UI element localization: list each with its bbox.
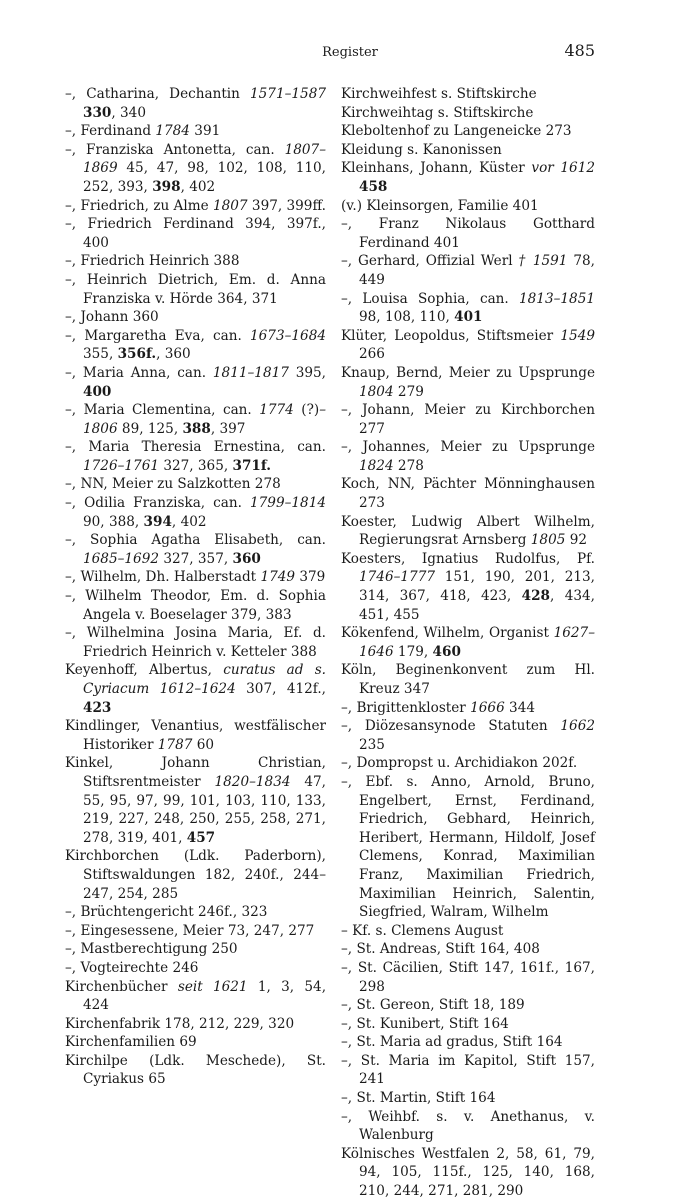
index-entry: Kleidung s. Kanonissen xyxy=(341,141,502,158)
index-entry: –, Maria Clementina, can. 1774 (?)–1806 89, 125, 388, 397 xyxy=(65,402,327,437)
index-entry: –, Friedrich, zu Alme 1807 397, 399ff. xyxy=(65,197,326,214)
index-entry: Kleboltenhof zu Langeneicke 273 xyxy=(341,123,572,140)
index-entry: Kirchborchen (Ldk. Paderborn), Stiftswaldungen 182, 240f., 244–247, 254, 285 xyxy=(65,848,326,902)
index-entry: –, Ferdinand 1784 391 xyxy=(65,123,221,140)
index-entry: –, Sophia Agatha Elisabeth, can. 1685–1692 327, 357, 360 xyxy=(65,532,326,567)
index-entry: Kirchilpe (Ldk. Meschede), St. Cyriakus 65 xyxy=(65,1052,326,1088)
index-entry: –, St. Cäcilien, Stift 147, 161f., 167, 298 xyxy=(341,959,595,995)
index-entry: Koesters, Ignatius Rudolfus, Pf. 1746–1777 151, 190, 201, 213, 314, 367, 418, 423, 428, 434, 451, 455 xyxy=(341,550,595,623)
index-entry: Kirchweihtag s. Stiftskirche xyxy=(341,104,534,121)
index-entry: –, Maria Theresia Ernestina, can. 1726–1761 327, 365, 371f. xyxy=(65,439,326,474)
index-entry: Klüter, Leopoldus, Stiftsmeier 1549 266 xyxy=(341,327,595,363)
index-entry: –, Johann, Meier zu Kirchborchen 277 xyxy=(341,402,595,437)
index-entry: Kleinhans, Johann, Küster vor 1612 458 xyxy=(341,160,596,195)
index-entry: –, St. Martin, Stift 164 xyxy=(341,1090,496,1107)
index-entry: –, St. Kunibert, Stift 164 xyxy=(341,1015,509,1032)
index-entry: –, Brigittenkloster 1666 344 xyxy=(341,699,536,716)
index-entry: –, Mastberechtigung 250 xyxy=(65,941,238,958)
index-entry: Köln, Beginenkonvent zum Hl. Kreuz 347 xyxy=(341,662,595,697)
index-entry: –, Eingesessene, Meier 73, 247, 277 xyxy=(65,922,315,939)
index-entry: –, Gerhard, Offizial Werl † 1591 78, 449 xyxy=(341,253,595,288)
index-entry: –, Franziska Antonetta, can. 1807–1869 45, 47, 98, 102, 108, 110, 252, 393, 398, 402 xyxy=(65,141,326,195)
index-entry: Kirchenfabrik 178, 212, 229, 320 xyxy=(65,1015,295,1032)
running-title: Register xyxy=(322,45,378,60)
index-entry: –, Wilhelm Theodor, Em. d. Sophia Angela v. Boeselager 379, 383 xyxy=(65,588,326,623)
page-header xyxy=(0,41,700,65)
index-entry: –, Weihbf. s. v. Anethanus, v. Walenburg xyxy=(341,1108,595,1144)
index-entry: –, Catharina, Dechantin 1571–1587 330, 340 xyxy=(65,86,326,121)
index-column-right xyxy=(341,85,595,1201)
index-entry: –, Johannes, Meier zu Upsprunge 1824 278 xyxy=(341,439,595,474)
index-entry: –, Wilhelmina Josina Maria, Ef. d. Friedrich Heinrich v. Ketteler 388 xyxy=(65,625,326,660)
index-entry: – Kf. s. Clemens August xyxy=(341,922,504,939)
index-entry: Kinkel, Johann Christian, Stiftsrentmeister 1820–1834 47, 55, 95, 97, 99, 101, 103, 110, 133, 219, 227, 248, 250, 255, 258, 271, 278, 319, 401, 457 xyxy=(65,755,326,846)
index-entry: –, NN, Meier zu Salzkotten 278 xyxy=(65,476,281,493)
index-column-left xyxy=(65,85,326,1089)
index-entry: –, Maria Anna, can. 1811–1817 395, 400 xyxy=(65,364,326,400)
index-entry: Koester, Ludwig Albert Wilhelm, Regierungsrat Arnsberg 1805 92 xyxy=(341,513,595,549)
index-entry: –, Dompropst u. Archidiakon 202f. xyxy=(341,755,578,772)
index-entry: –, Odilia Franziska, can. 1799–1814 90, 388, 394, 402 xyxy=(65,495,326,530)
index-entry: (v.) Kleinsorgen, Familie 401 xyxy=(341,197,539,214)
index-entry: –, Vogteirechte 246 xyxy=(65,959,199,976)
index-entry: –, Wilhelm, Dh. Halberstadt 1749 379 xyxy=(65,569,326,586)
index-entry: –, Diözesansynode Statuten 1662 235 xyxy=(341,718,595,753)
index-entry: –, St. Andreas, Stift 164, 408 xyxy=(341,941,540,958)
index-entry: –, St. Maria im Kapitol, Stift 157, 241 xyxy=(341,1052,595,1088)
index-entry: Kölnisches Westfalen 2, 58, 61, 79, 94, 105, 115f., 125, 140, 168, 210, 244, 271, 281, 290 xyxy=(341,1145,595,1200)
index-entry: –, Friedrich Ferdinand 394, 397f., 400 xyxy=(65,216,326,251)
index-entry: –, Brüchtengericht 246f., 323 xyxy=(65,904,268,921)
index-entry: Kindlinger, Venantius, westfälischer Historiker 1787 60 xyxy=(65,718,326,753)
index-entry: –, St. Gereon, Stift 18, 189 xyxy=(341,997,525,1014)
index-entry: Kirchweihfest s. Stiftskirche xyxy=(341,86,537,102)
index-entry: Kirchenfamilien 69 xyxy=(65,1034,197,1051)
index-entry: –, Louisa Sophia, can. 1813–1851 98, 108, 110, 401 xyxy=(341,290,595,326)
page-number: 485 xyxy=(564,41,595,60)
index-entry: –, Franz Nikolaus Gotthard Ferdinand 401 xyxy=(341,216,595,251)
index-entry: Kirchenbücher seit 1621 1, 3, 54, 424 xyxy=(65,978,327,1014)
index-entry: Koch, NN, Pächter Mönninghausen 273 xyxy=(341,476,595,512)
index-entry: –, Ebf. s. Anno, Arnold, Bruno, Engelbert, Ernst, Ferdinand, Friedrich, Gebhard, Heinrich, Heribert, Hermann, Hildolf, Josef Clemens, Konrad, Maximilian Franz, Maximilian Friedrich, Maximilian Heinrich, Salentin, Siegfried, Walram, Wilhelm xyxy=(341,773,595,921)
index-entry: –, Heinrich Dietrich, Em. d. Anna Franziska v. Hörde 364, 371 xyxy=(65,271,326,307)
index-entry: –, Friedrich Heinrich 388 xyxy=(65,253,240,270)
index-entry: Keyenhoff, Albertus, curatus ad s. Cyriacum 1612–1624 307, 412f., 423 xyxy=(65,662,326,716)
index-entry: Knaup, Bernd, Meier zu Upsprunge 1804 279 xyxy=(341,364,595,400)
index-entry: –, St. Maria ad gradus, Stift 164 xyxy=(341,1034,563,1051)
index-entry: Kökenfend, Wilhelm, Organist 1627–1646 179, 460 xyxy=(341,625,595,660)
index-entry: –, Margaretha Eva, can. 1673–1684 355, 356f., 360 xyxy=(65,327,326,363)
index-entry: –, Johann 360 xyxy=(65,309,159,326)
